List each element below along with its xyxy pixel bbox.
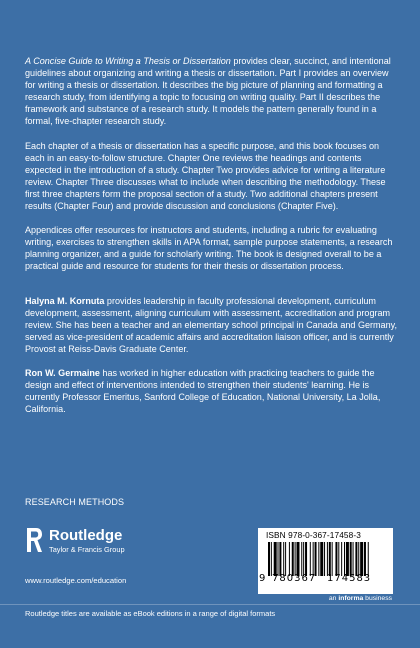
publisher-group: Taylor & Francis Group — [49, 545, 125, 554]
footer-note: Routledge titles are available as eBook editions in a range of digital formats — [25, 609, 276, 618]
routledge-mark-icon — [25, 527, 43, 553]
chapters-paragraph: Each chapter of a thesis or dissertation has a specific purpose, and this book focuses on each in an easy-to-follow structure. Chapter One reviews the headings and contents expected in the introduction of a study. Chapter Two provides advice for writing a literature review. Chapter Three discusses what to include when describing the methodology. These first three chapters form the proposal section of a study. Two additional chapters present results (Chapter Four) and provide discussion and conclusions (Chapter Five). — [25, 140, 386, 212]
author-bio-text: has worked in higher education with practicing teachers to guide the design and effect of interventions intended to strengthen their students' learning. He is currently Professor Emeritus, Sanford College of Education, National University, La Jolla, California. — [25, 367, 381, 415]
back-cover-text — [25, 55, 397, 427]
isbn-barcode — [258, 528, 393, 594]
book-title: A Concise Guide to Writing a Thesis or Dissertation — [25, 56, 231, 66]
informa-tagline: an informa business — [328, 595, 392, 602]
author-bio-kornuta — [25, 295, 397, 355]
publisher-logo — [25, 525, 205, 575]
footer-divider — [0, 604, 420, 605]
ean-lead-digit: 9 — [259, 573, 267, 584]
subject-category: RESEARCH METHODS — [25, 497, 125, 507]
publisher-url: www.routledge.com/education — [25, 576, 127, 585]
appendices-paragraph: Appendices offer resources for instructors and students, including a rubric for evaluating writing, exercises to strengthen skills in APA format, sample purpose statements, a research planning organizer, and a guide for scholarly writing. The book is designed overall to be a practical guide and resource for students for their thesis or dissertation process. — [25, 225, 393, 272]
author-bio-text: provides leadership in faculty professional development, curriculum development, assessment, aligning curriculum with assessment, accreditation and program review. She has been a teacher and an elementary school principal in Canada and Germany, served as vice-president of academic affairs and accreditation liaison officer, and is currently Provost at Reiss-Davis Graduate Center. — [25, 295, 397, 354]
intro-paragraph — [25, 55, 397, 128]
author-name: Ron W. Germaine — [25, 367, 100, 378]
ean-group-2: 174583 — [327, 573, 372, 584]
isbn-label: ISBN 978-0-367-17458-3 — [266, 530, 361, 540]
informa-brand: informa — [338, 595, 364, 602]
author-bio-germaine — [25, 367, 397, 415]
intro-text: provides clear, succinct, and intentional guidelines about organizing and writing a thesis or dissertation. Part I provides an overview for writing a thesis or dissertation. It describes the big picture of planning and formatting a research study, from identifying a topic to focusing on writing quality. Part II describes the framework and substance of a research study. It models the pattern generally found in a formal, five-chapter research study. — [25, 56, 391, 127]
author-name: Halyna M. Kornuta — [25, 295, 105, 306]
publisher-name: Routledge — [49, 527, 123, 544]
ean-group-1: 780367 — [272, 573, 317, 584]
